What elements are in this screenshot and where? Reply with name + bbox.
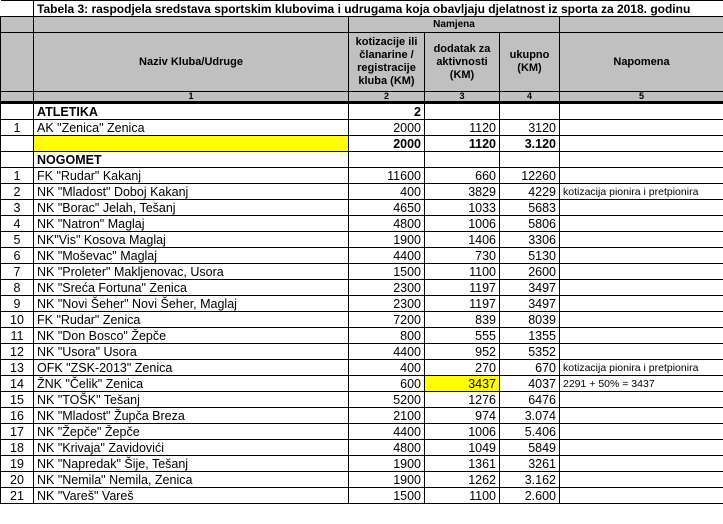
kotizacija-value: 800 bbox=[349, 328, 425, 344]
napomena-value: kotizacija pionira i pretpionira bbox=[560, 184, 723, 200]
kotizacija-value: 1900 bbox=[349, 472, 425, 488]
row-number: 6 bbox=[1, 248, 34, 264]
ukupno-value: 3497 bbox=[500, 296, 560, 312]
club-name: NK "TOŠK" Tešanj bbox=[34, 392, 349, 408]
kotizacija-value: 2300 bbox=[349, 280, 425, 296]
ukupno-value: 1355 bbox=[500, 328, 560, 344]
ukupno-value: 670 bbox=[500, 360, 560, 376]
row-number: 19 bbox=[1, 456, 34, 472]
dodatak-value: 730 bbox=[425, 248, 500, 264]
kotizacija-value: 1500 bbox=[349, 488, 425, 504]
kotizacija-value: 4400 bbox=[349, 344, 425, 360]
section-row-atletika bbox=[1, 103, 723, 120]
naziv-header: Naziv Kluba/Udruge bbox=[34, 33, 349, 92]
ukupno-value: 3497 bbox=[500, 280, 560, 296]
kotizacija-value: 4400 bbox=[349, 424, 425, 440]
napomena-value bbox=[560, 168, 723, 184]
row-number: 10 bbox=[1, 312, 34, 328]
ukupno-value: 5.406 bbox=[500, 424, 560, 440]
row-number: 21 bbox=[1, 488, 34, 504]
kotizacija-value: 7200 bbox=[349, 312, 425, 328]
section-title-nogomet: NOGOMET bbox=[34, 152, 349, 168]
section-title-atletika: ATLETIKA bbox=[34, 103, 349, 120]
dodatak-value: 1049 bbox=[425, 440, 500, 456]
ukupno-value: 3.074 bbox=[500, 408, 560, 424]
row-number: 18 bbox=[1, 440, 34, 456]
club-name: ŽNK "Čelik" Zenica bbox=[34, 376, 349, 392]
dodatak-value: 660 bbox=[425, 168, 500, 184]
atletika-total-row: 2000 1120 3.120 bbox=[1, 136, 723, 152]
ukupno-value: 3.162 bbox=[500, 472, 560, 488]
club-name: NK "Borac" Jelah, Tešanj bbox=[34, 200, 349, 216]
club-name: NK "Proleter" Makljenovac, Usora bbox=[34, 264, 349, 280]
dodatak-value: 1361 bbox=[425, 456, 500, 472]
colnum-2: 2 bbox=[349, 92, 425, 103]
section-row-nogomet bbox=[1, 152, 723, 168]
row-number: 11 bbox=[1, 328, 34, 344]
napomena-value bbox=[560, 216, 723, 232]
dodatak-value: 1006 bbox=[425, 216, 500, 232]
dodatak-value: 1276 bbox=[425, 392, 500, 408]
napomena-value bbox=[560, 296, 723, 312]
kotizacija-value: 4400 bbox=[349, 248, 425, 264]
napomena-value bbox=[560, 424, 723, 440]
dodatak-value: 1406 bbox=[425, 232, 500, 248]
napomena-value bbox=[560, 488, 723, 504]
kotizacija-value: 400 bbox=[349, 360, 425, 376]
dodatak-value: 1033 bbox=[425, 200, 500, 216]
ukupno-value: 8039 bbox=[500, 312, 560, 328]
club-name: NK "Mladost" Župča Breza bbox=[34, 408, 349, 424]
napomena-value bbox=[560, 440, 723, 456]
table-row bbox=[1, 184, 723, 200]
club-name: OFK "ZSK-2013" Zenica bbox=[34, 360, 349, 376]
dodatak-value: 839 bbox=[425, 312, 500, 328]
table-row bbox=[1, 488, 723, 504]
kotizacija-value: 5200 bbox=[349, 392, 425, 408]
dodatak-value: 1006 bbox=[425, 424, 500, 440]
ukupno-value: 6476 bbox=[500, 392, 560, 408]
napomena-value bbox=[560, 248, 723, 264]
club-name: NK "Nemila" Nemila, Zenica bbox=[34, 472, 349, 488]
row-number: 16 bbox=[1, 408, 34, 424]
club-name: NK "Vareš" Vareš bbox=[34, 488, 349, 504]
napomena-value bbox=[560, 344, 723, 360]
row-number: 9 bbox=[1, 296, 34, 312]
napomena-value bbox=[560, 472, 723, 488]
napomena-value bbox=[560, 312, 723, 328]
kotizacija-value: 11600 bbox=[349, 168, 425, 184]
dodatak-value: 952 bbox=[425, 344, 500, 360]
row-number: 14 bbox=[1, 376, 34, 392]
napomena-value bbox=[560, 408, 723, 424]
header-row-2 bbox=[1, 33, 723, 92]
table-row bbox=[1, 360, 723, 376]
table-row bbox=[1, 248, 723, 264]
napomena-value: kotizacija pionira i pretpionira bbox=[560, 360, 723, 376]
row-number: 5 bbox=[1, 232, 34, 248]
total-highlight bbox=[34, 136, 349, 152]
club-name: FK "Rudar" Zenica bbox=[34, 312, 349, 328]
table-row bbox=[1, 232, 723, 248]
napomena-value bbox=[560, 456, 723, 472]
kotizacija-value: 1500 bbox=[349, 264, 425, 280]
club-name: FK "Rudar" Kakanj bbox=[34, 168, 349, 184]
napomena-value bbox=[560, 328, 723, 344]
atletika-count: 2 bbox=[349, 103, 425, 120]
kotizacija-value: 1900 bbox=[349, 456, 425, 472]
ukupno-value: 2600 bbox=[500, 264, 560, 280]
dodatak-value: 1197 bbox=[425, 280, 500, 296]
ukupno-value: 3261 bbox=[500, 456, 560, 472]
kotizacija-value: 4800 bbox=[349, 440, 425, 456]
table-row bbox=[1, 296, 723, 312]
row-number: 1 bbox=[1, 168, 34, 184]
table-title: Tabela 3: raspodjela sredstava sportskim klubovima i udrugama koja obavljaju djelatnost iz sporta za 2018. godinu bbox=[34, 1, 723, 17]
napomena-value: 2291 + 50% = 3437 bbox=[560, 376, 723, 392]
dodatak-header: dodatak za aktivnosti (KM) bbox=[425, 33, 500, 92]
table-row bbox=[1, 280, 723, 296]
table-row bbox=[1, 392, 723, 408]
row-number: 2 bbox=[1, 184, 34, 200]
club-name: NK "Usora" Usora bbox=[34, 344, 349, 360]
napomena-value bbox=[560, 280, 723, 296]
table-row bbox=[1, 472, 723, 488]
ukupno-value: 12260 bbox=[500, 168, 560, 184]
table-row: 1 AK "Zenica" Zenica 2000 1120 3120 bbox=[1, 120, 723, 136]
table-row bbox=[1, 376, 723, 392]
kotizacija-value: 2100 bbox=[349, 408, 425, 424]
kotizacija-value: 400 bbox=[349, 184, 425, 200]
kotizacija-value: 600 bbox=[349, 376, 425, 392]
club-name: NK "Napredak" Šije, Tešanj bbox=[34, 456, 349, 472]
dodatak-value: 270 bbox=[425, 360, 500, 376]
table-row bbox=[1, 168, 723, 184]
ukupno-value: 5683 bbox=[500, 200, 560, 216]
row-number: 15 bbox=[1, 392, 34, 408]
ukupno-value: 5130 bbox=[500, 248, 560, 264]
napomena-value bbox=[560, 264, 723, 280]
dodatak-value: 3829 bbox=[425, 184, 500, 200]
ukupno-value: 5849 bbox=[500, 440, 560, 456]
table-row bbox=[1, 264, 723, 280]
dodatak-value: 555 bbox=[425, 328, 500, 344]
row-number: 7 bbox=[1, 264, 34, 280]
dodatak-value: 1100 bbox=[425, 264, 500, 280]
napomena-value bbox=[560, 392, 723, 408]
napomena-value bbox=[560, 200, 723, 216]
row-number: 8 bbox=[1, 280, 34, 296]
table-row bbox=[1, 328, 723, 344]
club-name: NK "Sreća Fortuna" Zenica bbox=[34, 280, 349, 296]
napomena-value bbox=[560, 232, 723, 248]
colnum-4: 4 bbox=[500, 92, 560, 103]
nogomet-rows bbox=[1, 168, 723, 504]
table-row bbox=[1, 216, 723, 232]
table-row bbox=[1, 200, 723, 216]
club-name: NK "Novi Šeher" Novi Šeher, Maglaj bbox=[34, 296, 349, 312]
club-name: NK"Vis" Kosova Maglaj bbox=[34, 232, 349, 248]
club-name: NK "Don Bosco" Žepče bbox=[34, 328, 349, 344]
header-row-1 bbox=[1, 17, 723, 33]
kotizacija-value: 4650 bbox=[349, 200, 425, 216]
ukupno-value: 5806 bbox=[500, 216, 560, 232]
club-name: NK "Žepče" Žepče bbox=[34, 424, 349, 440]
table-row bbox=[1, 456, 723, 472]
row-number: 17 bbox=[1, 424, 34, 440]
dodatak-value: 1100 bbox=[425, 488, 500, 504]
table-row bbox=[1, 408, 723, 424]
ukupno-value: 3306 bbox=[500, 232, 560, 248]
ukupno-value: 2.600 bbox=[500, 488, 560, 504]
colnum-1: 1 bbox=[34, 92, 349, 103]
kotizacija-value: 4800 bbox=[349, 216, 425, 232]
table-row bbox=[1, 424, 723, 440]
dodatak-value: 1262 bbox=[425, 472, 500, 488]
table-row bbox=[1, 344, 723, 360]
row-number: 13 bbox=[1, 360, 34, 376]
ukupno-value: 4229 bbox=[500, 184, 560, 200]
colnum-5: 5 bbox=[560, 92, 723, 103]
colnum-3: 3 bbox=[425, 92, 500, 103]
club-name: NK "Moševac" Maglaj bbox=[34, 248, 349, 264]
kotizacija-value: 1900 bbox=[349, 232, 425, 248]
ukupno-value: 5352 bbox=[500, 344, 560, 360]
kotizacija-value: 2300 bbox=[349, 296, 425, 312]
napomena-header: Napomena bbox=[560, 33, 723, 92]
kotizacija-header: kotizacije ili članarine / registracije kluba (KM) bbox=[349, 33, 425, 92]
namjena-header: Namjena bbox=[349, 17, 560, 33]
column-number-row bbox=[1, 92, 723, 103]
row-number: 3 bbox=[1, 200, 34, 216]
row-number: 12 bbox=[1, 344, 34, 360]
club-name: NK "Natron" Maglaj bbox=[34, 216, 349, 232]
row-number: 4 bbox=[1, 216, 34, 232]
ukupno-header: ukupno (KM) bbox=[500, 33, 560, 92]
row-number: 20 bbox=[1, 472, 34, 488]
table-row bbox=[1, 440, 723, 456]
title-row bbox=[1, 1, 723, 17]
club-name: NK "Krivaja" Zavidovići bbox=[34, 440, 349, 456]
club-name: NK "Mladost" Doboj Kakanj bbox=[34, 184, 349, 200]
dodatak-value: 974 bbox=[425, 408, 500, 424]
dodatak-value: 1197 bbox=[425, 296, 500, 312]
dodatak-value: 3437 bbox=[425, 376, 500, 392]
ukupno-value: 4037 bbox=[500, 376, 560, 392]
table-row bbox=[1, 312, 723, 328]
